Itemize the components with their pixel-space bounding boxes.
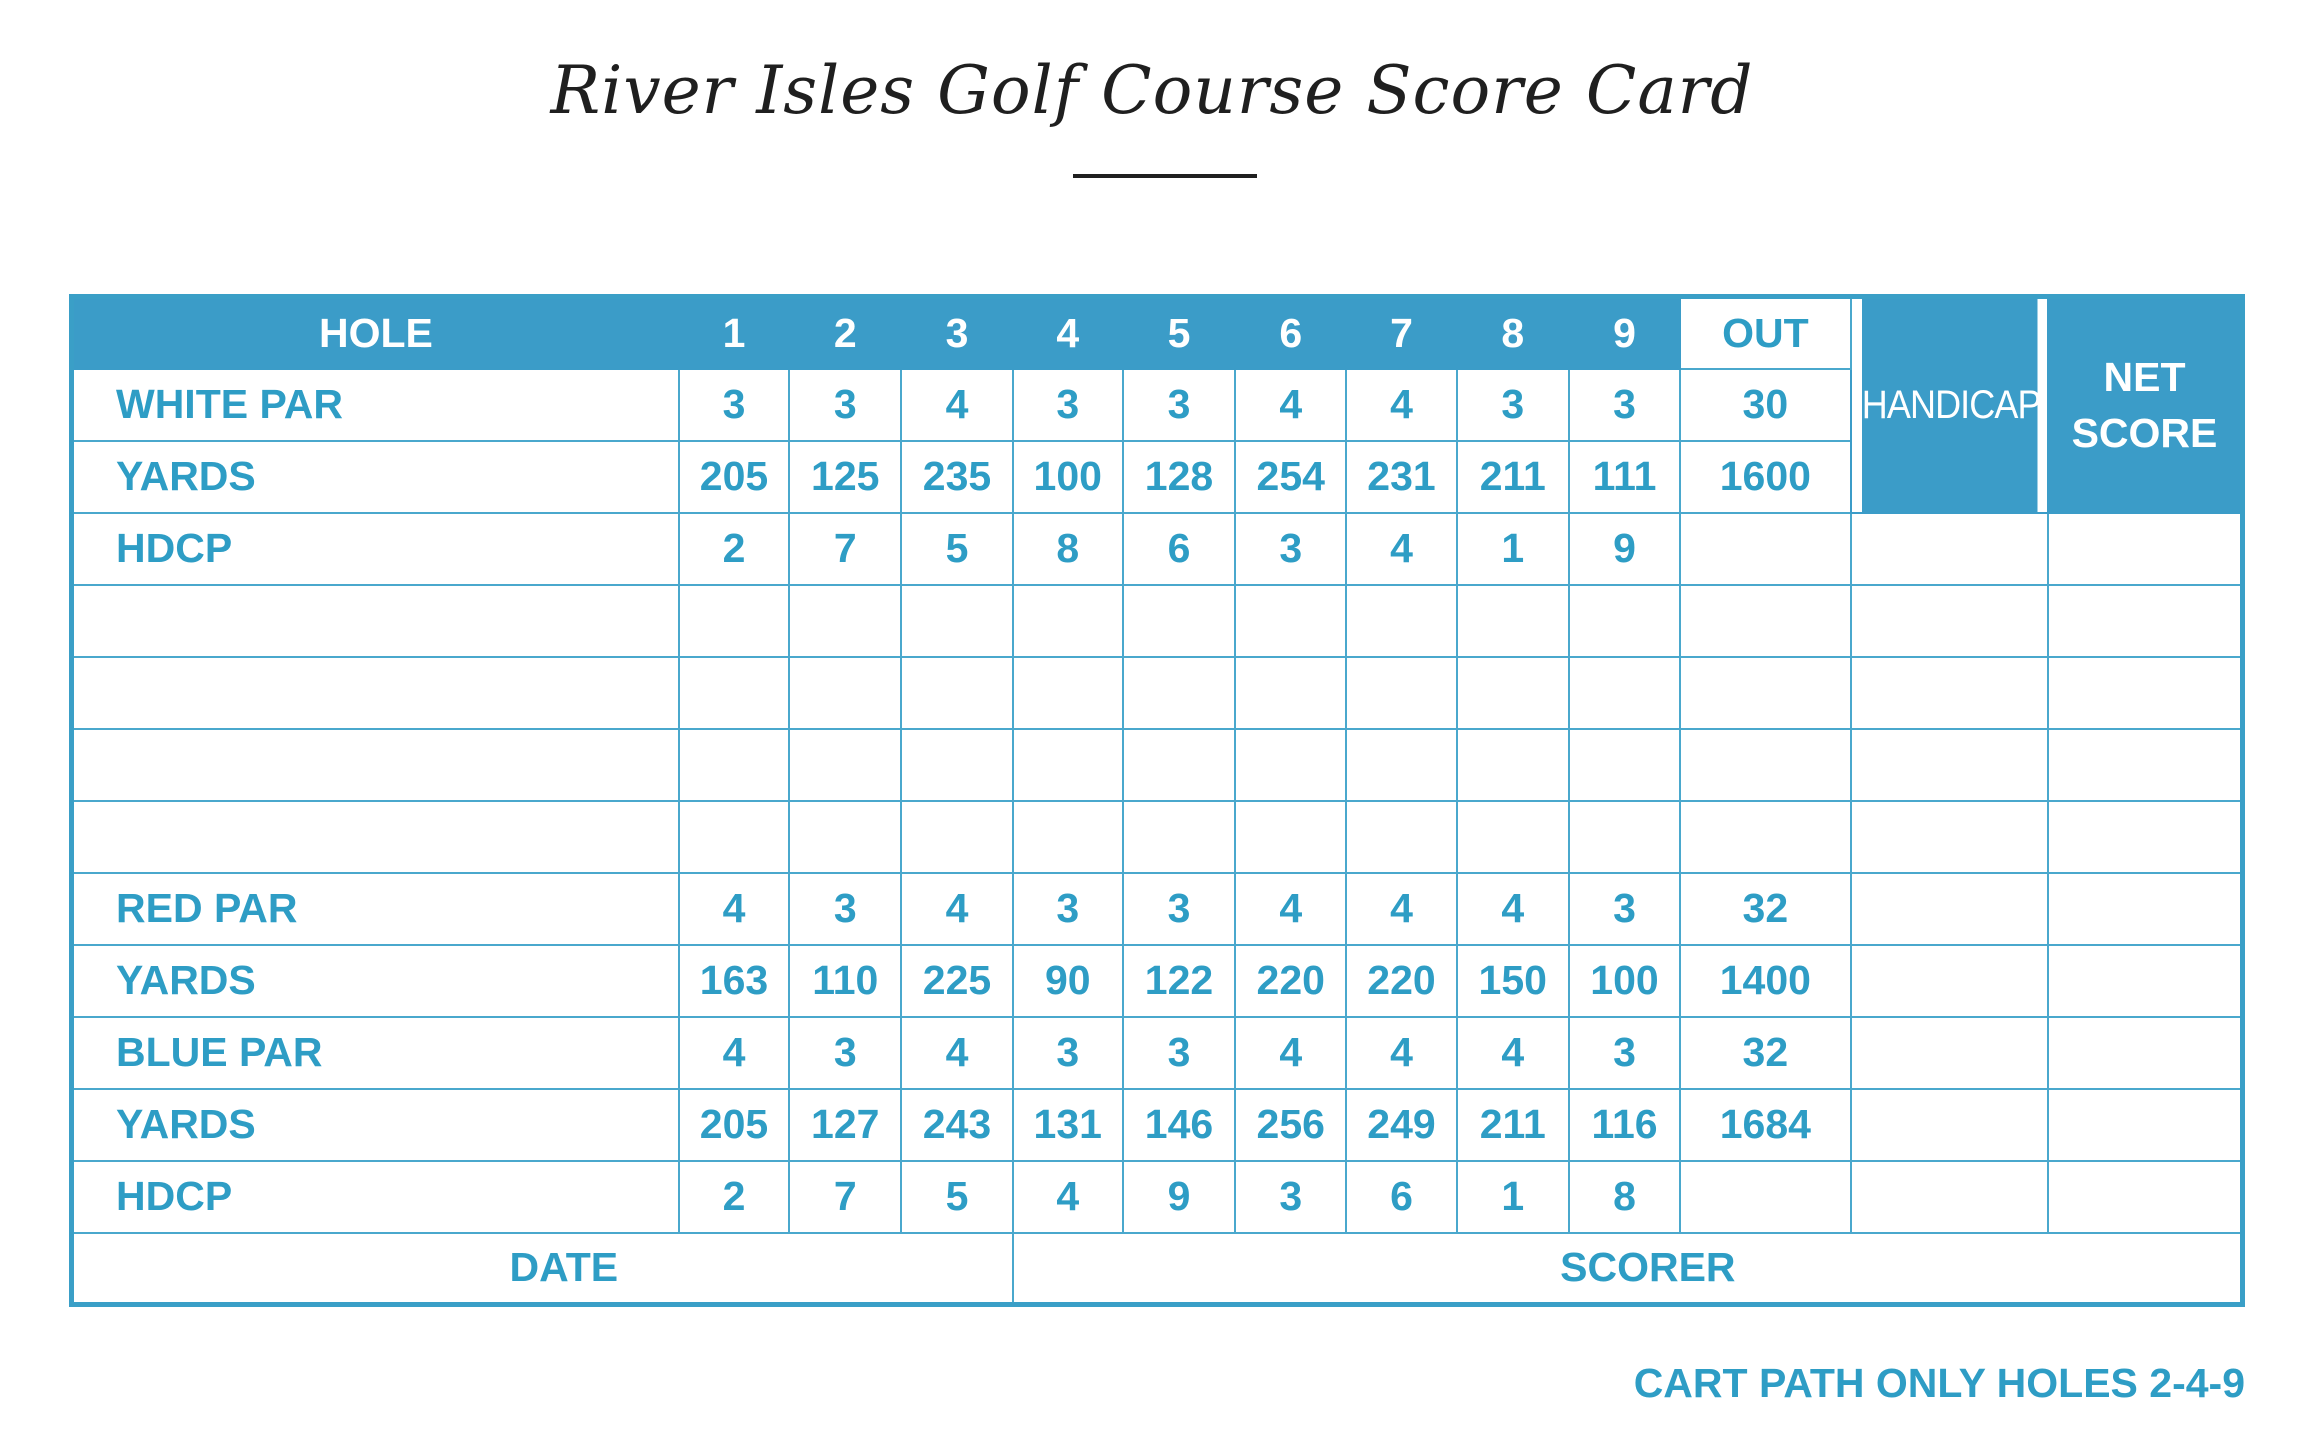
hole-cell	[1457, 585, 1569, 657]
hole-number: 4	[1013, 297, 1123, 369]
hole-cell: 100	[1569, 945, 1680, 1017]
hole-cell	[1013, 729, 1123, 801]
score-label: SCORE	[2071, 410, 2218, 457]
hole-cell	[1457, 657, 1569, 729]
row-label: BLUE PAR	[72, 1017, 679, 1089]
hole-cell	[1346, 801, 1456, 873]
row-label: HDCP	[72, 513, 679, 585]
hole-cell: 7	[789, 1161, 901, 1233]
hole-cell: 249	[1346, 1089, 1456, 1161]
score-row	[72, 873, 2243, 945]
handicap-cell	[1851, 801, 2048, 873]
hole-cell: 3	[679, 369, 789, 441]
hole-cell	[1235, 657, 1346, 729]
score-row	[72, 945, 2243, 1017]
hole-cell: 3	[1235, 1161, 1346, 1233]
hole-number: 3	[901, 297, 1012, 369]
hole-cell: 3	[1235, 513, 1346, 585]
handicap-cell	[1851, 657, 2048, 729]
net-score-cell	[2048, 1017, 2243, 1089]
score-card-body	[72, 297, 2243, 1305]
hole-cell: 5	[901, 1161, 1012, 1233]
row-label: YARDS	[72, 1089, 679, 1161]
header-row	[72, 297, 2243, 369]
title-divider	[1073, 174, 1257, 178]
net-score-cell	[2048, 729, 2243, 801]
hole-cell: 1	[1457, 1161, 1569, 1233]
hole-cell: 3	[789, 369, 901, 441]
hole-cell: 146	[1123, 1089, 1235, 1161]
row-label	[72, 657, 679, 729]
row-label: WHITE PAR	[72, 369, 679, 441]
net-score-cell	[2048, 1161, 2243, 1233]
hole-cell	[1457, 729, 1569, 801]
hole-cell: 211	[1457, 1089, 1569, 1161]
hole-cell	[1569, 585, 1680, 657]
net-score-cell	[2048, 945, 2243, 1017]
hole-cell: 4	[1235, 873, 1346, 945]
hole-cell: 211	[1457, 441, 1569, 513]
hole-cell: 6	[1346, 1161, 1456, 1233]
hole-cell: 5	[901, 513, 1012, 585]
row-label	[72, 801, 679, 873]
hole-cell: 4	[1346, 1017, 1456, 1089]
hole-cell: 243	[901, 1089, 1012, 1161]
hole-cell	[1569, 801, 1680, 873]
page-title: River Isles Golf Course Score Card	[550, 52, 1754, 129]
hole-cell: 127	[789, 1089, 901, 1161]
hole-cell: 3	[1123, 1017, 1235, 1089]
hole-cell	[1123, 585, 1235, 657]
hole-cell: 220	[1235, 945, 1346, 1017]
hole-number: 9	[1569, 297, 1680, 369]
hole-cell: 3	[1457, 369, 1569, 441]
hole-cell: 205	[679, 1089, 789, 1161]
out-total-cell	[1680, 513, 1850, 585]
handicap-cell	[1851, 729, 2048, 801]
row-label: YARDS	[72, 441, 679, 513]
score-row	[72, 729, 2243, 801]
hole-cell: 9	[1569, 513, 1680, 585]
out-total-cell: 32	[1680, 873, 1850, 945]
out-total-cell	[1680, 657, 1850, 729]
hole-cell	[1123, 729, 1235, 801]
handicap-cell	[1851, 945, 2048, 1017]
hole-cell: 4	[679, 1017, 789, 1089]
hole-number: 2	[789, 297, 901, 369]
hole-cell	[901, 729, 1012, 801]
hole-cell: 3	[1123, 369, 1235, 441]
hole-number: 6	[1235, 297, 1346, 369]
hole-cell	[1235, 729, 1346, 801]
net-score-cell	[2048, 801, 2243, 873]
out-total-cell	[1680, 801, 1850, 873]
hole-number: 8	[1457, 297, 1569, 369]
footer-row	[72, 1233, 2243, 1305]
out-total-cell	[1680, 585, 1850, 657]
hole-cell: 163	[679, 945, 789, 1017]
hole-cell	[1457, 801, 1569, 873]
hole-cell	[1123, 801, 1235, 873]
hole-cell: 116	[1569, 1089, 1680, 1161]
out-total-cell: 1400	[1680, 945, 1850, 1017]
handicap-cell	[1851, 873, 2048, 945]
row-label	[72, 585, 679, 657]
hole-cell	[679, 729, 789, 801]
out-total-cell: 1600	[1680, 441, 1850, 513]
hole-cell: 4	[1235, 369, 1346, 441]
hole-cell: 3	[1569, 369, 1680, 441]
hole-cell	[1235, 585, 1346, 657]
handicap-cell	[1851, 585, 2048, 657]
hole-cell: 4	[1457, 1017, 1569, 1089]
scorer-field: SCORER	[1013, 1233, 2243, 1305]
row-label: YARDS	[72, 945, 679, 1017]
out-total-cell: 1684	[1680, 1089, 1850, 1161]
hole-cell: 90	[1013, 945, 1123, 1017]
hole-cell: 4	[1457, 873, 1569, 945]
handicap-cell	[1851, 1017, 2048, 1089]
hole-cell: 3	[789, 1017, 901, 1089]
hole-cell	[1346, 729, 1456, 801]
hole-cell: 110	[789, 945, 901, 1017]
date-field: DATE	[72, 1233, 1013, 1305]
hole-cell	[901, 801, 1012, 873]
hole-cell: 254	[1235, 441, 1346, 513]
net-score-cell	[2048, 873, 2243, 945]
net-score-cell	[2048, 513, 2243, 585]
net-score-cell	[2048, 585, 2243, 657]
handicap-cell	[1851, 513, 2048, 585]
hole-cell	[901, 657, 1012, 729]
hole-cell: 2	[679, 513, 789, 585]
hole-cell: 3	[1123, 873, 1235, 945]
net-label: NET	[2103, 354, 2186, 401]
hole-cell: 125	[789, 441, 901, 513]
hole-cell: 9	[1123, 1161, 1235, 1233]
score-row	[72, 585, 2243, 657]
score-card-table	[69, 294, 2245, 1307]
hole-cell	[1346, 585, 1456, 657]
out-total-cell	[1680, 729, 1850, 801]
hole-cell	[1123, 657, 1235, 729]
hole-cell	[1569, 657, 1680, 729]
score-row	[72, 801, 2243, 873]
hole-cell	[789, 729, 901, 801]
hole-cell: 4	[1346, 369, 1456, 441]
handicap-cell	[1851, 1089, 2048, 1161]
out-total-cell	[1680, 1161, 1850, 1233]
cart-path-note: CART PATH ONLY HOLES 2-4-9	[1633, 1360, 2245, 1406]
hole-cell: 100	[1013, 441, 1123, 513]
hole-cell: 131	[1013, 1089, 1123, 1161]
hole-cell	[679, 657, 789, 729]
hole-number: 5	[1123, 297, 1235, 369]
hole-cell	[1013, 657, 1123, 729]
hole-cell: 4	[1013, 1161, 1123, 1233]
out-total-cell: 30	[1680, 369, 1850, 441]
hole-cell: 256	[1235, 1089, 1346, 1161]
net-score-cell	[2048, 1089, 2243, 1161]
row-label	[72, 729, 679, 801]
hole-cell: 231	[1346, 441, 1456, 513]
hole-cell: 6	[1123, 513, 1235, 585]
hole-cell	[1013, 801, 1123, 873]
hole-cell: 3	[1013, 369, 1123, 441]
hole-cell: 128	[1123, 441, 1235, 513]
hole-cell	[679, 585, 789, 657]
score-row	[72, 513, 2243, 585]
hole-cell: 4	[679, 873, 789, 945]
hole-cell	[1013, 585, 1123, 657]
hole-number: 7	[1346, 297, 1456, 369]
hole-cell: 3	[1013, 1017, 1123, 1089]
handicap-cell	[1851, 1161, 2048, 1233]
hole-cell: 8	[1569, 1161, 1680, 1233]
hole-cell: 122	[1123, 945, 1235, 1017]
hole-cell	[1569, 729, 1680, 801]
score-row	[72, 1089, 2243, 1161]
hole-cell: 2	[679, 1161, 789, 1233]
hole-cell	[789, 657, 901, 729]
hole-cell: 235	[901, 441, 1012, 513]
hole-cell	[789, 801, 901, 873]
score-row	[72, 1161, 2243, 1233]
out-header: OUT	[1680, 297, 1850, 369]
hole-cell: 4	[901, 873, 1012, 945]
hole-cell	[679, 801, 789, 873]
hole-cell	[1235, 801, 1346, 873]
hole-header: HOLE	[72, 297, 679, 369]
hole-cell: 4	[1346, 873, 1456, 945]
hole-cell: 3	[1569, 1017, 1680, 1089]
hole-cell: 205	[679, 441, 789, 513]
hole-cell	[1346, 657, 1456, 729]
score-row	[72, 657, 2243, 729]
hole-cell	[789, 585, 901, 657]
net-score-header	[2048, 297, 2243, 513]
hole-cell	[901, 585, 1012, 657]
row-label: HDCP	[72, 1161, 679, 1233]
score-card	[69, 294, 2245, 1406]
handicap-header: HANDICAP	[1860, 297, 2038, 513]
score-row	[72, 1017, 2243, 1089]
hole-cell: 4	[901, 1017, 1012, 1089]
hole-cell: 3	[1569, 873, 1680, 945]
hole-cell: 8	[1013, 513, 1123, 585]
hole-number: 1	[679, 297, 789, 369]
row-label: RED PAR	[72, 873, 679, 945]
hole-cell: 3	[1013, 873, 1123, 945]
hole-cell: 1	[1457, 513, 1569, 585]
hole-cell: 220	[1346, 945, 1456, 1017]
hole-cell: 150	[1457, 945, 1569, 1017]
hole-cell: 225	[901, 945, 1012, 1017]
hole-cell: 4	[1235, 1017, 1346, 1089]
hole-cell: 3	[789, 873, 901, 945]
hole-cell: 7	[789, 513, 901, 585]
hole-cell: 4	[1346, 513, 1456, 585]
hole-cell: 111	[1569, 441, 1680, 513]
net-score-cell	[2048, 657, 2243, 729]
out-total-cell: 32	[1680, 1017, 1850, 1089]
hole-cell: 4	[901, 369, 1012, 441]
